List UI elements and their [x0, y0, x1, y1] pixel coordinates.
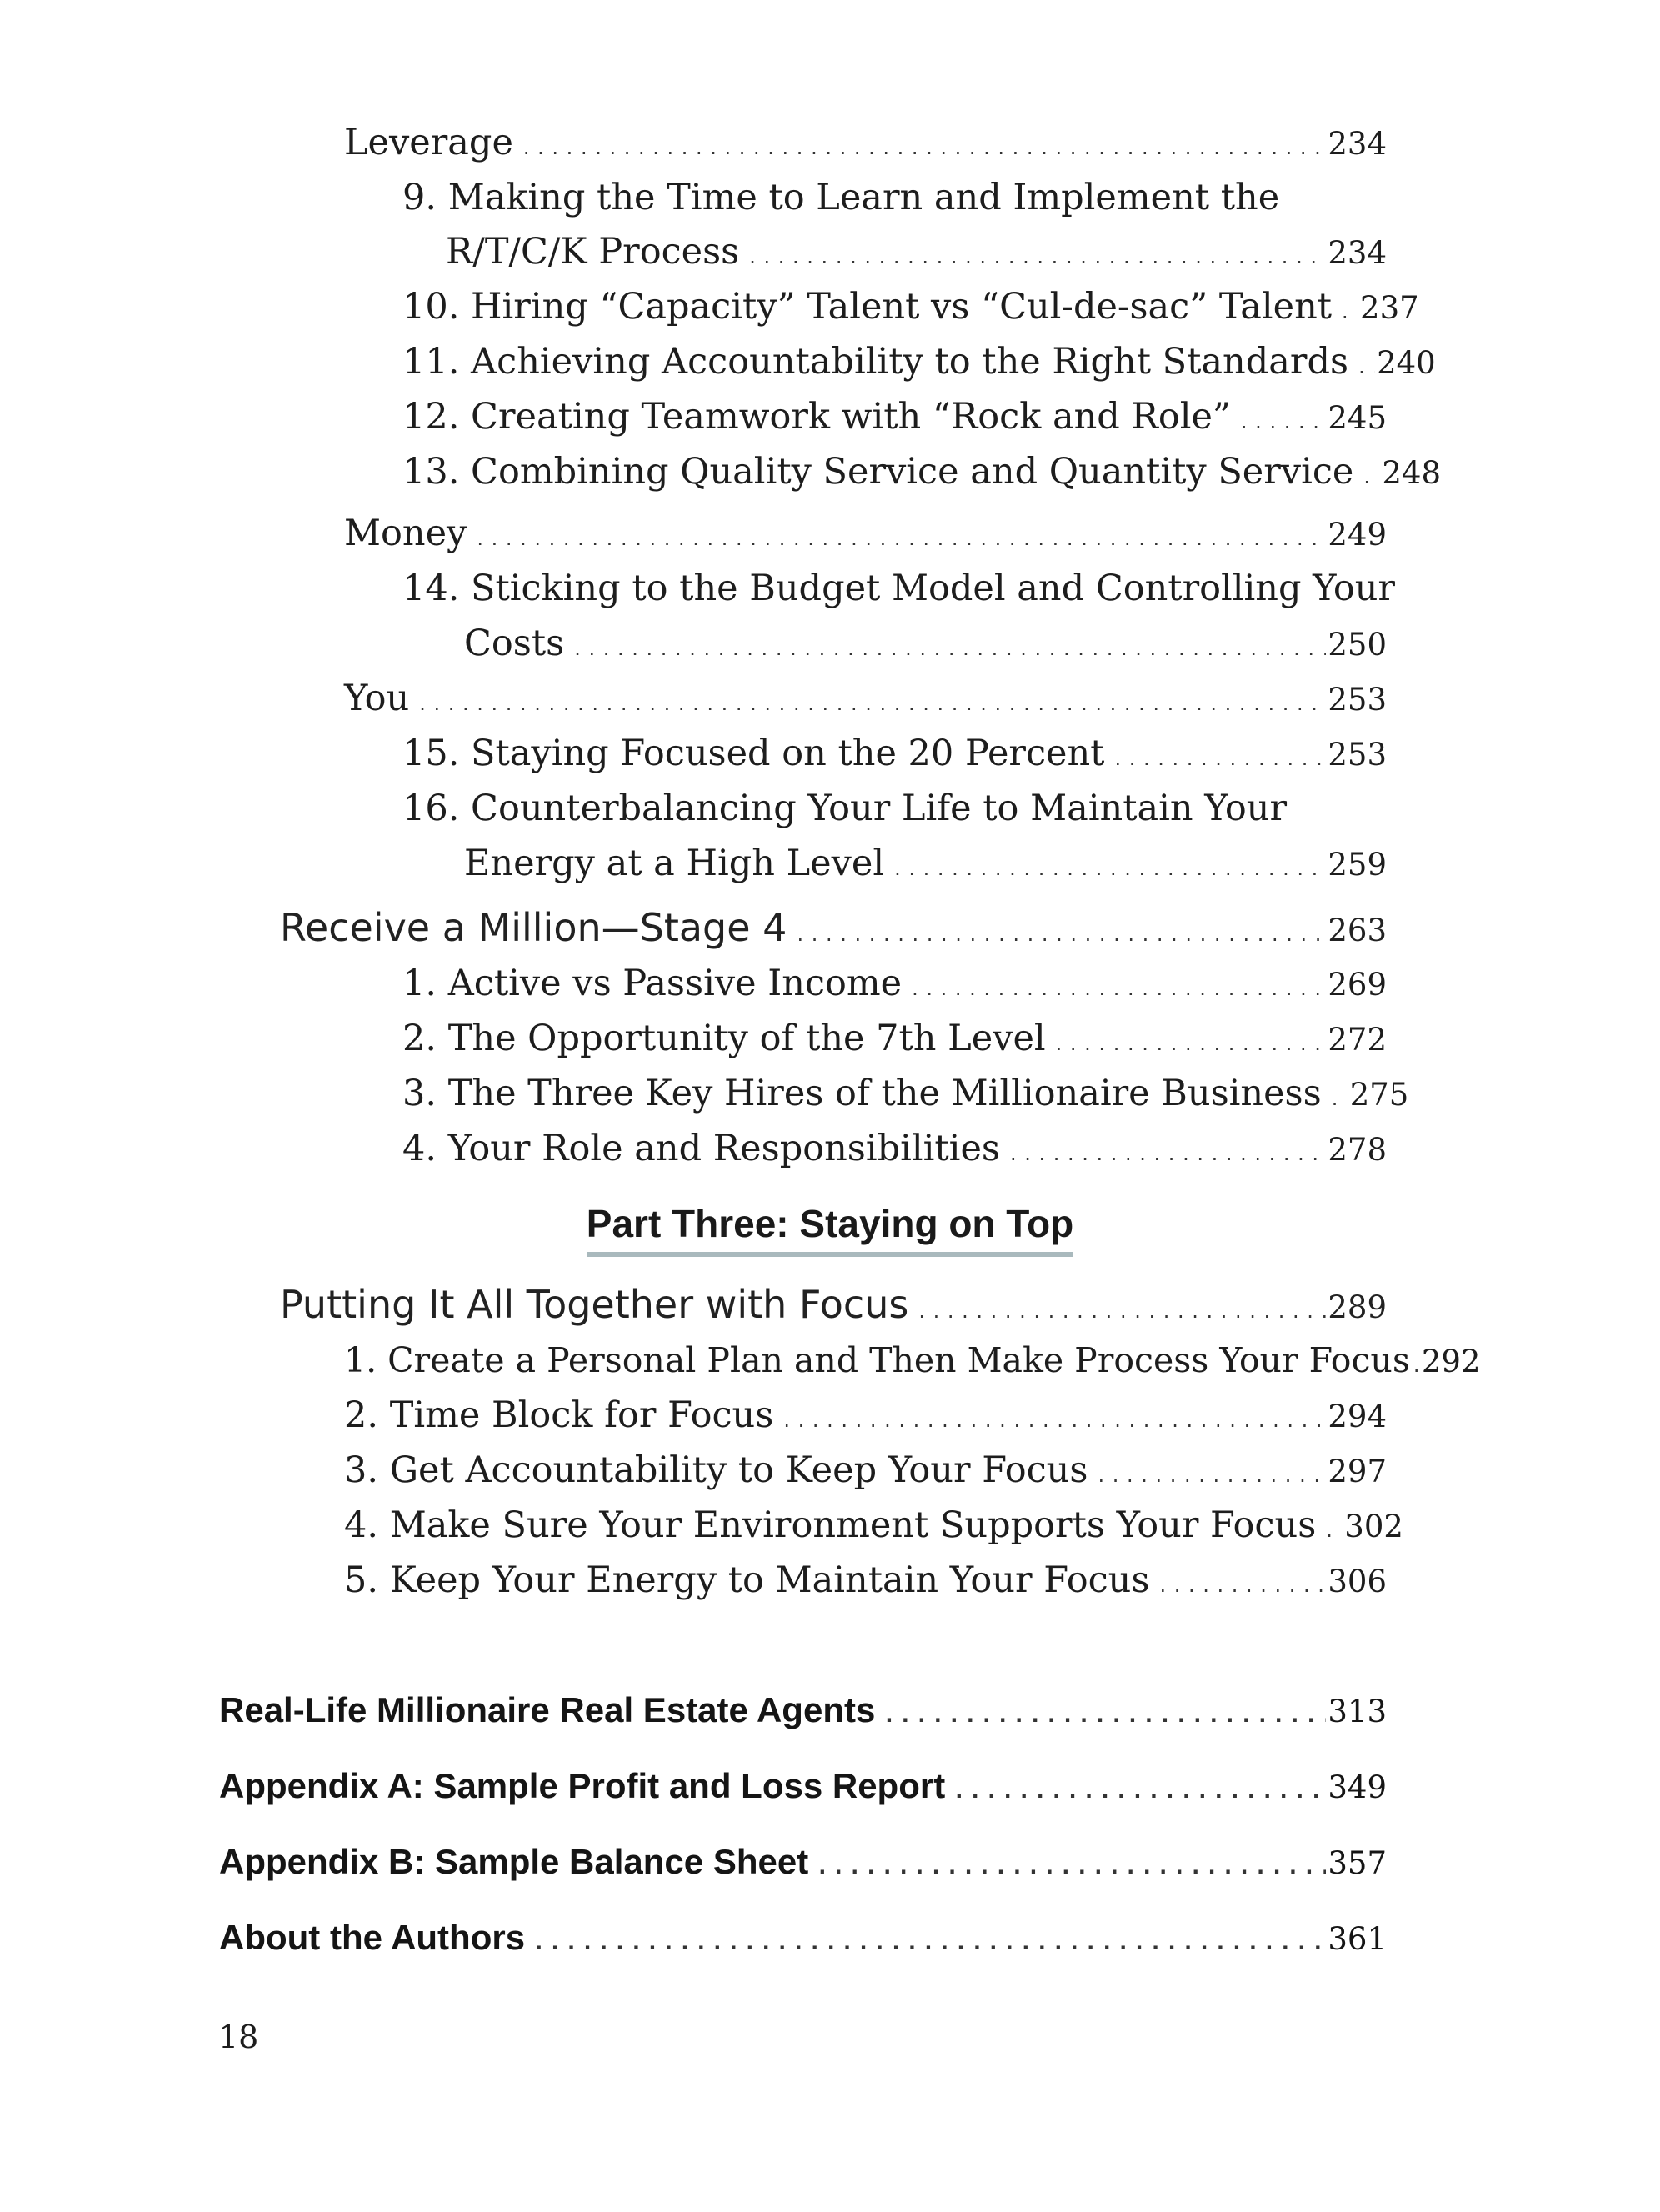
toc-entry-page: 361	[1328, 1921, 1387, 1957]
toc-entry-page: 302	[1344, 1509, 1403, 1544]
toc-entry-focus	[280, 1281, 1387, 1334]
dot-leader	[894, 840, 1326, 892]
dot-leader	[1413, 1337, 1420, 1389]
toc-entry-focus-2	[344, 1392, 1387, 1444]
toc-entry-money	[344, 510, 1387, 562]
toc-entry-title: Appendix A: Sample Profit and Loss Report	[219, 1766, 946, 1805]
toc-entry-page: 248	[1382, 455, 1441, 491]
toc-entry-title: Real-Life Millionaire Real Estate Agents	[219, 1690, 876, 1729]
toc-entry-you	[344, 675, 1387, 727]
toc-entry-stage4-4	[402, 1125, 1387, 1177]
toc-entry-page: 313	[1328, 1694, 1387, 1729]
toc-entry-page: 234	[1328, 126, 1387, 162]
toc-entry-16-line1	[402, 785, 1287, 832]
toc-entry-9-line1	[402, 174, 1279, 221]
toc-entry-appendix-a	[219, 1763, 1387, 1814]
toc-entry-14-line1	[402, 565, 1395, 612]
toc-entry-title: Appendix B: Sample Balance Sheet	[219, 1842, 809, 1881]
toc-entry-stage4-1	[402, 960, 1387, 1012]
toc-entry-15	[402, 730, 1387, 782]
dot-leader	[419, 675, 1326, 727]
toc-entry-title: 16. Counterbalancing Your Life to Maintain Your	[402, 788, 1288, 829]
toc-entry-11	[402, 338, 1436, 390]
dot-leader	[1010, 1125, 1326, 1177]
dot-leader	[1342, 283, 1358, 335]
toc-entry-16-line2	[464, 840, 1387, 892]
toc-entry-title: Money	[344, 513, 468, 554]
toc-entry-title: You	[344, 678, 410, 719]
toc-entry-title: 3. The Three Key Hires of the Millionaire Business	[402, 1073, 1322, 1114]
part-heading	[0, 1200, 1660, 1257]
toc-entry-page: 297	[1328, 1454, 1387, 1489]
toc-entry-title: 5. Keep Your Energy to Maintain Your Focus	[344, 1559, 1150, 1601]
toc-entry-title: 3. Get Accountability to Keep Your Focus	[344, 1449, 1088, 1491]
dot-leader	[783, 1392, 1326, 1444]
toc-entry-stage4-3	[402, 1070, 1409, 1122]
toc-entry-13	[402, 448, 1441, 500]
toc-entry-focus-3	[344, 1447, 1387, 1499]
toc-entry-page: 357	[1328, 1845, 1387, 1881]
toc-entry-focus-1	[344, 1337, 1481, 1389]
dot-leader	[574, 620, 1326, 672]
toc-entry-page: 278	[1328, 1132, 1387, 1168]
toc-entry-title: 14. Sticking to the Budget Model and Controlling Your	[402, 568, 1395, 609]
toc-entry-title: Costs	[464, 623, 565, 664]
toc-entry-page: 306	[1328, 1564, 1387, 1599]
toc-entry-title: 1. Active vs Passive Income	[402, 963, 902, 1004]
dot-leader	[1114, 730, 1326, 782]
dot-leader	[1098, 1447, 1326, 1499]
dot-leader	[1326, 1502, 1342, 1554]
toc-entry-title: Energy at a High Level	[464, 843, 885, 884]
dot-leader	[797, 904, 1326, 958]
toc-entry-focus-4	[344, 1502, 1403, 1554]
toc-entry-page: 349	[1328, 1769, 1387, 1805]
toc-entry-title: 4. Make Sure Your Environment Supports Your Focus	[344, 1504, 1317, 1546]
dot-leader	[885, 1687, 1326, 1739]
dot-leader	[1358, 338, 1375, 390]
dot-leader	[912, 960, 1326, 1012]
part-heading-text: Part Three: Staying on Top	[587, 1200, 1073, 1257]
toc-entry-title: About the Authors	[219, 1918, 526, 1957]
toc-entry-title: 13. Combining Quality Service and Quantity Service	[402, 451, 1354, 493]
toc-entry-title: R/T/C/K Process	[446, 231, 740, 273]
toc-entry-page: 249	[1328, 517, 1387, 553]
dot-leader	[1332, 1070, 1348, 1122]
toc-entry-12	[402, 393, 1387, 445]
toc-entry-title: Putting It All Together with Focus	[280, 1282, 909, 1327]
toc-entry-stage-4	[280, 904, 1387, 958]
toc-entry-page: 292	[1421, 1344, 1481, 1379]
toc-entry-page: 245	[1328, 400, 1387, 436]
toc-entry-page: 294	[1328, 1399, 1387, 1434]
toc-entry-title: Receive a Million—Stage 4	[280, 905, 788, 950]
dot-leader	[535, 1914, 1326, 1966]
toc-entry-focus-5	[344, 1557, 1387, 1609]
toc-entry-about-authors	[219, 1914, 1387, 1966]
toc-entry-title: 2. The Opportunity of the 7th Level	[402, 1018, 1046, 1059]
dot-leader	[1056, 1015, 1327, 1067]
toc-entry-page: 250	[1328, 627, 1387, 663]
dot-leader	[1241, 393, 1326, 445]
toc-entry-stage4-2	[402, 1015, 1387, 1067]
toc-entry-page: 253	[1328, 682, 1387, 718]
toc-entry-title: 11. Achieving Accountability to the Right Standards	[402, 341, 1349, 383]
toc-entry-title: 2. Time Block for Focus	[344, 1394, 774, 1436]
toc-entry-page: 234	[1328, 235, 1387, 271]
toc-entry-title: 4. Your Role and Responsibilities	[402, 1128, 1000, 1169]
dot-leader	[918, 1281, 1326, 1334]
toc-entry-title: 10. Hiring “Capacity” Talent vs “Cul-de-sac” Talent	[402, 286, 1332, 328]
toc-entry-appendix-b	[219, 1839, 1387, 1890]
toc-entry-title: 9. Making the Time to Learn and Implement the	[402, 177, 1280, 218]
toc-entry-page: 269	[1328, 967, 1387, 1003]
toc-entry-page: 275	[1349, 1077, 1409, 1113]
toc-entry-leverage	[344, 119, 1387, 171]
toc-entry-page: 240	[1377, 345, 1436, 381]
page-number: 18	[218, 2019, 259, 2055]
toc-entry-title: 12. Creating Teamwork with “Rock and Role”	[402, 396, 1231, 438]
dot-leader	[818, 1839, 1326, 1890]
toc-entry-page: 253	[1328, 737, 1387, 773]
toc-entry-title: Leverage	[344, 122, 513, 163]
toc-entry-14-line2	[464, 620, 1387, 672]
dot-leader	[1363, 448, 1380, 500]
dot-leader	[955, 1763, 1326, 1814]
toc-entry-10	[402, 283, 1419, 335]
toc-entry-real-life-agents	[219, 1687, 1387, 1739]
toc-entry-title: 15. Staying Focused on the 20 Percent	[402, 733, 1105, 774]
toc-entry-page: 237	[1360, 290, 1419, 326]
dot-leader	[749, 228, 1326, 280]
toc-entry-page: 289	[1328, 1289, 1387, 1325]
dot-leader	[523, 119, 1326, 171]
toc-entry-page: 259	[1328, 847, 1387, 883]
toc-entry-9-line2	[446, 228, 1387, 280]
toc-entry-title: 1. Create a Personal Plan and Then Make Process Your Focus	[344, 1340, 1410, 1380]
toc-entry-page: 263	[1328, 913, 1387, 948]
dot-leader	[1159, 1557, 1326, 1609]
toc-entry-page: 272	[1328, 1022, 1387, 1058]
dot-leader	[477, 510, 1326, 562]
